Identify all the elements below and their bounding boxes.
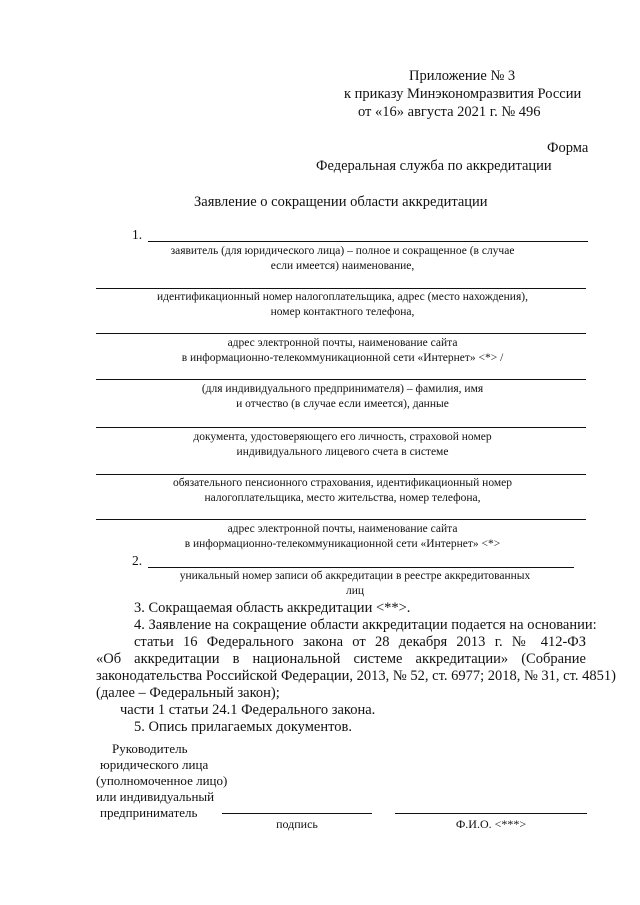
item1-fill-line-7	[96, 519, 586, 520]
signature-line	[222, 813, 372, 814]
document-title: Заявление о сокращении области аккредитации	[194, 194, 488, 210]
item1-caption-1: заявитель (для юридического лица) – полное и сокращенное (в случае если имеется) наименование,	[170, 245, 515, 272]
item4-line-1: статьи 16 Федерального закона от 28 декабря 2013 г. № 412-ФЗ	[134, 634, 586, 650]
signatory-role-line-1: Руководитель	[112, 741, 188, 756]
item1-caption-2: идентификационный номер налогоплательщика, адрес (место нахождения), номер контактного телефона,	[157, 291, 528, 318]
item1-fill-line-1	[148, 241, 588, 242]
item1-fill-line-3	[96, 333, 586, 334]
agency-name: Федеральная служба по аккредитации	[316, 158, 552, 174]
item5-text: 5. Опись прилагаемых документов.	[134, 719, 352, 735]
form-label: Форма	[547, 140, 589, 156]
item1-caption-4: (для индивидуального предпринимателя) – фамилия, имя и отчество (в случае если имеется), данные	[201, 383, 484, 410]
item2-number: 2.	[132, 553, 143, 568]
item1-fill-line-2	[96, 288, 586, 289]
item4-line-2: «Об аккредитации в национальной системе аккредитации» (Собрание	[96, 651, 586, 667]
item4-line-4: (далее – Федеральный закон);	[96, 685, 280, 701]
item1-caption-3: адрес электронной почты, наименование сайта в информационно-телекоммуникационной сети «Интернет» <*> /	[181, 337, 504, 364]
signature-caption: подпись	[276, 817, 318, 831]
order-date: от «16» августа 2021 г. № 496	[358, 104, 541, 120]
item3-text: 3. Сокращаемая область аккредитации <**>.	[134, 600, 411, 616]
item1-number: 1.	[132, 227, 143, 242]
item1-fill-line-4	[96, 379, 586, 380]
full-name-caption: Ф.И.О. <***>	[455, 817, 527, 831]
item2-fill-line	[148, 567, 574, 568]
annex-number: Приложение № 3	[409, 68, 516, 84]
order-reference: к приказу Минэкономразвития России	[344, 86, 582, 102]
signatory-role-line-2: юридического лица	[100, 757, 209, 772]
item4-line-3: законодательства Российской Федерации, 2013, № 52, ст. 6977; 2018, № 31, ст. 4851)	[96, 668, 616, 684]
item1-fill-line-6	[96, 474, 586, 475]
item1-caption-7: адрес электронной почты, наименование сайта в информационно-телекоммуникационной сети «Интернет» <*>	[184, 523, 501, 550]
signatory-role-line-4: или индивидуальный	[96, 789, 215, 804]
item4-intro: 4. Заявление на сокращение области аккредитации подается на основании:	[134, 617, 597, 633]
full-name-line	[395, 813, 587, 814]
item2-caption: уникальный номер записи об аккредитации в реестре аккредитованных лиц	[179, 570, 531, 597]
signatory-role-line-3: (уполномоченное лицо)	[96, 773, 228, 788]
item1-caption-6: обязательного пенсионного страхования, идентификационный номер налогоплательщика, место жительства, номер телефона,	[173, 477, 512, 504]
item4-line-5: части 1 статьи 24.1 Федерального закона.	[120, 702, 376, 718]
signatory-role-line-5: предприниматель	[100, 805, 198, 820]
item1-caption-5: документа, удостоверяющего его личность, страховой номер индивидуального лицевого счета в системе	[193, 431, 492, 458]
item1-fill-line-5	[96, 427, 586, 428]
